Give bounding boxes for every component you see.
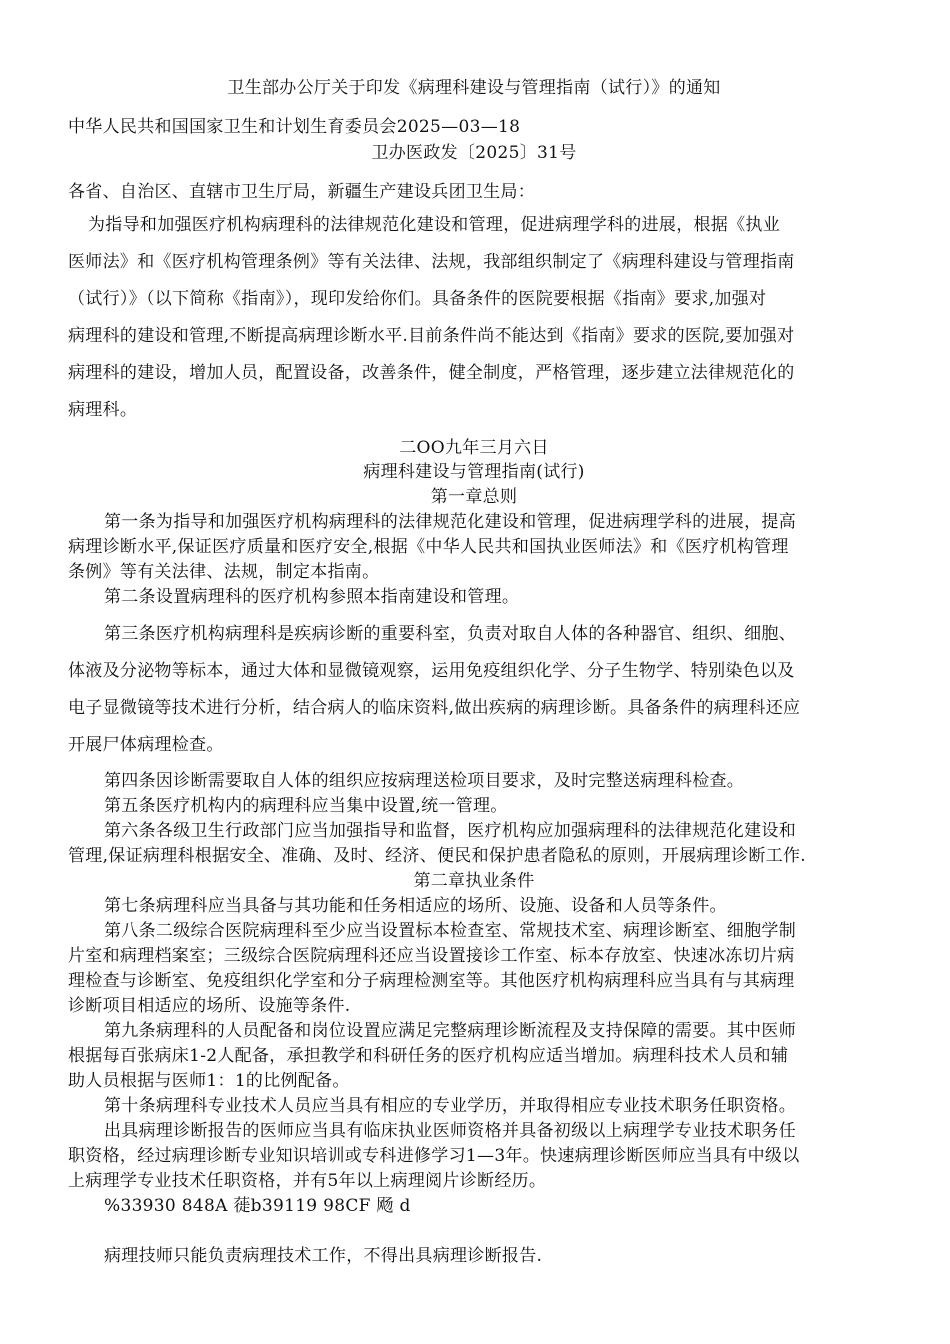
article-line: 第三条医疗机构病理科是疾病诊断的重要科室，负责对取自人体的各种器官、组织、细胞、 bbox=[104, 624, 796, 644]
chapter-heading: 第二章执业条件 bbox=[413, 871, 535, 891]
article-line: 理检查与诊断室、免疫组织化学室和分子病理检测室等。其他医疗机构病理科应当具有与其病理 bbox=[68, 971, 795, 991]
article-line: 助人员根据与医师1：1的比例配备。 bbox=[68, 1071, 350, 1091]
article-line: 第六条各级卫生行政部门应当加强指导和监督，医疗机构应加强病理科的法律规范化建设和 bbox=[104, 821, 796, 841]
article-line: 第九条病理科的人员配备和岗位设置应满足完整病理诊断流程及支持保障的需要。其中医师 bbox=[104, 1021, 796, 1041]
article-line: 第五条医疗机构内的病理科应当集中设置,统一管理。 bbox=[104, 796, 508, 816]
article-line: 开展尸体病理检查。 bbox=[68, 735, 224, 755]
article-line: 根据每百张病床1-2人配备，承担教学和科研任务的医疗机构应适当增加。病理科技术人员和辅 bbox=[68, 1046, 789, 1066]
article-line: 片室和病理档案室；三级综合医院病理科还应当设置接诊工作室、标本存放室、快速冰冻切片病 bbox=[68, 946, 795, 966]
article-line: 第八条二级综合医院病理科至少应当设置标本检查室、常规技术室、病理诊断室、细胞学制 bbox=[104, 921, 796, 941]
article-line: 体液及分泌物等标本，通过大体和显微镜观察，运用免疫组织化学、分子生物学、特别染色以及 bbox=[68, 661, 795, 681]
article-line: 诊断项目相适应的场所、设施等条件. bbox=[68, 996, 351, 1016]
intro-line: 病理科的建设和管理,不断提高病理诊断水平.目前条件尚不能达到《指南》要求的医院,要加强对 bbox=[68, 326, 795, 346]
article-line: 第一条为指导和加强医疗机构病理科的法律规范化建设和管理，促进病理学科的进展，提高 bbox=[104, 512, 796, 532]
article-line: 第十条病理科专业技术人员应当具有相应的专业学历，并取得相应专业技术职务任职资格。 bbox=[104, 1096, 796, 1116]
guide-title: 病理科建设与管理指南(试行) bbox=[363, 462, 585, 482]
intro-line: （试行）》（以下简称《指南》），现印发给你们。具备条件的医院要根据《指南》要求,加强对 bbox=[68, 289, 767, 309]
article-line: 职资格，经过病理诊断专业知识培训或专科进修学习1—3年。快速病理诊断医师应当具有中级以 bbox=[68, 1146, 800, 1166]
issuer-date: 中华人民共和国国家卫生和计划生育委员会2025—03—18 bbox=[68, 117, 521, 137]
intro-line: 为指导和加强医疗机构病理科的法律规范化建设和管理，促进病理学科的进展，根据《执业 bbox=[88, 215, 780, 235]
intro-line: 医师法》和《医疗机构管理条例》等有关法律、法规，我部组织制定了《病理科建设与管理指南 bbox=[68, 252, 795, 272]
intro-line: 病理科。 bbox=[68, 400, 138, 420]
salutation: 各省、自治区、直辖市卫生厅局，新疆生产建设兵团卫生局： bbox=[68, 182, 536, 202]
article-line: 电子显微镜等技术进行分析，结合病人的临床资料,做出疾病的病理诊断。具备条件的病理科还应 bbox=[68, 698, 801, 718]
article-line: 第七条病理科应当具备与其功能和任务相适应的场所、设施、设备和人员等条件。 bbox=[104, 896, 727, 916]
article-line: 条例》等有关法律、法规，制定本指南。 bbox=[68, 562, 380, 582]
document-title: 卫生部办公厅关于印发《病理科建设与管理指南（试行）》的通知 bbox=[227, 78, 721, 98]
article-line: 病理诊断水平,保证医疗质量和医疗安全,根据《中华人民共和国执业医师法》和《医疗机构管理 bbox=[68, 537, 789, 557]
sign-date: 二OO九年三月六日 bbox=[399, 438, 549, 458]
intro-line: 病理科的建设，增加人员，配置设备，改善条件，健全制度，严格管理，逐步建立法律规范化的 bbox=[68, 363, 795, 383]
document-number: 卫办医政发〔2025〕31号 bbox=[371, 143, 577, 163]
garbled-text: %33930 848A 蓰b39119 98CF 飏 d bbox=[104, 1196, 411, 1216]
article-line: 出具病理诊断报告的医师应当具有临床执业医师资格并具备初级以上病理学专业技术职务任 bbox=[104, 1121, 796, 1141]
article-line: 上病理学专业技术任职资格，并有5年以上病理阅片诊断经历。 bbox=[68, 1171, 547, 1191]
article-line: 管理,保证病理科根据安全、准确、及时、经济、便民和保护患者隐私的原则，开展病理诊断工作. bbox=[68, 846, 807, 866]
article-line: 第二条设置病理科的医疗机构参照本指南建设和管理。 bbox=[104, 587, 520, 607]
chapter-heading: 第一章总则 bbox=[430, 487, 518, 507]
article-line: 病理技师只能负责病理技术工作，不得出具病理诊断报告. bbox=[104, 1246, 543, 1266]
article-line: 第四条因诊断需要取自人体的组织应按病理送检项目要求，及时完整送病理科检查。 bbox=[104, 771, 745, 791]
